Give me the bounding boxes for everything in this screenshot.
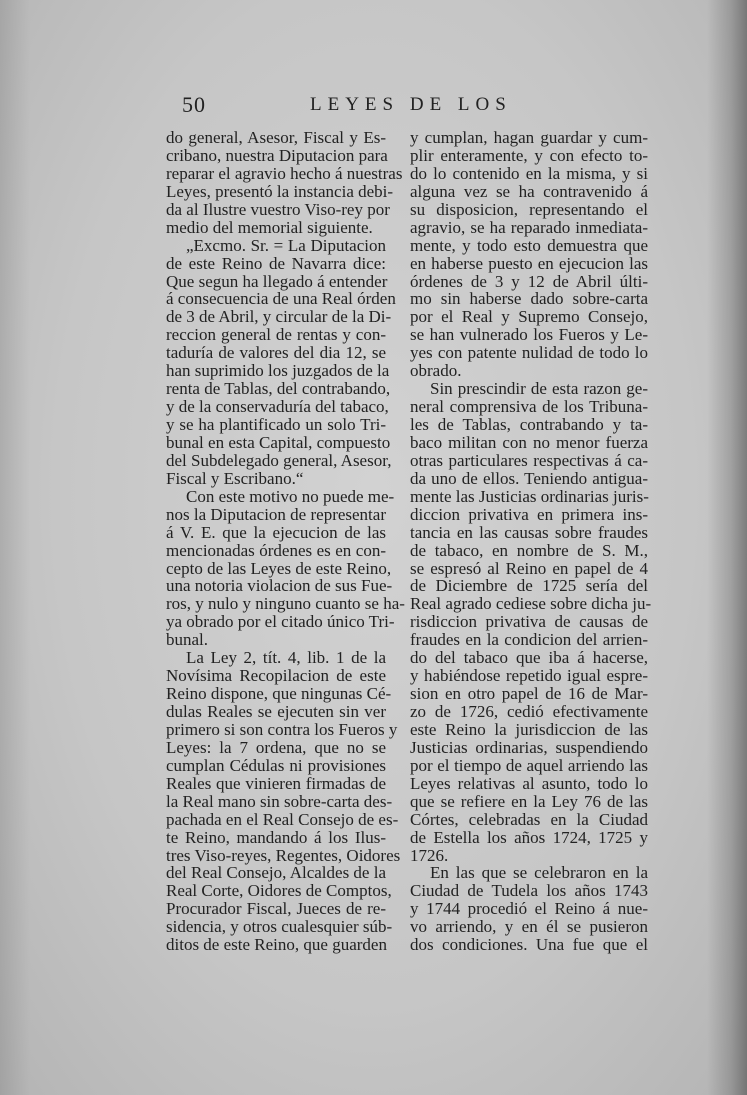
text-line: de Estella los años 1724, 1725 y	[410, 827, 648, 847]
text-line: renta de Tablas, del contrabando,	[166, 379, 391, 399]
text-line: de Diciembre de 1725 sería del	[410, 576, 648, 596]
text-line: reccion general de rentas y con-	[166, 325, 386, 345]
text-line: „Excmo. Sr. = La Diputacion	[186, 235, 386, 255]
text-line: Leyes, presentó la instancia debi-	[166, 181, 394, 201]
text-line: do del tabaco que iba á hacerse,	[410, 648, 648, 668]
text-line: de 3 de Abril, y circular de la Di-	[166, 307, 392, 327]
text-line: y cumplan, hagan guardar y cum-	[410, 128, 648, 147]
text-line: bunal en esta Capital, compuesto	[166, 432, 391, 452]
text-line: Leyes relativas al asunto, todo lo	[410, 773, 648, 793]
page-shadow-right	[707, 0, 747, 1095]
text-line: taduría de valores del dia 12, se	[166, 343, 386, 363]
page-header	[180, 92, 650, 122]
text-line: en haberse puesto en ejecucion las	[410, 253, 648, 273]
text-line: á consecuencia de una Real órden	[166, 289, 396, 309]
text-line: Ciudad de Tudela los años 1743	[410, 881, 648, 901]
text-line: ros, y nulo y ninguno cuanto se ha-	[166, 594, 405, 614]
text-line: dos condiciones. Una fue que el	[410, 935, 648, 955]
text-line: fraudes en la condicion del arrien-	[410, 630, 648, 650]
text-column-left	[166, 128, 405, 955]
text-line: bunal.	[166, 630, 209, 650]
text-line: á V. E. que la ejecucion de las	[166, 522, 386, 542]
text-line: y se ha plantificado un solo Tri-	[166, 415, 386, 434]
text-line: tres Viso-reyes, Regentes, Oidores	[166, 845, 401, 865]
text-line: da al Ilustre vuestro Viso-rey por	[166, 199, 390, 219]
text-line: otras particulares respectivas á ca-	[410, 450, 648, 470]
paragraph	[410, 864, 648, 954]
text-line: Córtes, celebradas en la Ciudad	[410, 809, 648, 829]
text-line: se espresó al Reino en papel de 4	[410, 558, 648, 578]
text-line: Leyes: la 7 ordena, que no se	[166, 737, 386, 757]
text-line: diccion privativa en primera ins-	[410, 504, 648, 524]
text-line: su disposicion, representando el	[410, 199, 648, 219]
text-line: primero si son contra los Fueros y	[166, 719, 398, 739]
text-line: vo arriendo, y en él se pusieron	[410, 917, 648, 937]
text-line: reparar el agravio hecho á nuestras	[166, 163, 403, 183]
text-line: agravio, se ha reparado inmediata-	[410, 217, 648, 237]
text-line: cepto de las Leyes de este Reino,	[166, 558, 392, 578]
text-line: Real Corte, Oidores de Comptos,	[166, 881, 392, 901]
paragraph	[166, 486, 405, 650]
text-line: Fiscal y Escribano.“	[166, 468, 304, 488]
text-line: por el tiempo de aquel arriendo las	[410, 755, 648, 775]
text-line: este Reino la jurisdiccion de las	[410, 719, 648, 739]
text-line: baco militan con no menor fuerza	[410, 432, 648, 452]
text-line: ditos de este Reino, que guarden	[166, 935, 387, 955]
text-line: obrado.	[410, 361, 462, 381]
text-line: han suprimido los juzgados de la	[166, 361, 390, 381]
text-line: mente las Justicias ordinarias juris-	[410, 486, 649, 506]
text-line: zo de 1726, cedió efectivamente	[410, 702, 648, 721]
text-line: tancia en las causas sobre fraudes	[410, 522, 648, 542]
text-line: te Reino, mandando á los Ilus-	[166, 827, 386, 847]
text-line: yes con patente nulidad de todo lo	[410, 343, 648, 363]
text-line: risdiccion privativa de causas de	[410, 612, 648, 632]
text-line: mencionadas órdenes es en con-	[166, 540, 386, 560]
text-line: Que segun ha llegado á entender	[166, 271, 388, 291]
text-line: medio del memorial siguiente.	[166, 217, 373, 237]
text-line: Con este motivo no puede me-	[186, 486, 395, 506]
text-line: la Real mano sin sobre-carta des-	[166, 791, 393, 811]
text-line: de este Reino de Navarra dice:	[166, 253, 386, 273]
text-line: por el Real y Supremo Consejo,	[410, 307, 648, 327]
text-line: neral comprensiva de los Tribuna-	[410, 397, 648, 417]
text-line: pachada en el Real Consejo de es-	[166, 809, 399, 829]
text-line: del Subdelegado general, Asesor,	[166, 450, 392, 470]
text-line: les de Tablas, contrabando y ta-	[410, 415, 648, 434]
text-column-right	[410, 128, 652, 955]
text-line: La Ley 2, tít. 4, lib. 1 de la	[186, 648, 386, 668]
text-line: y habiéndose repetido igual espre-	[410, 666, 648, 686]
text-line: sion en otro papel de 16 de Mar-	[410, 684, 648, 704]
text-line: dulas Reales se ejecuten sin ver	[166, 702, 386, 721]
page-number: 50	[182, 92, 206, 117]
text-line: Reino dispone, que ningunas Cé-	[166, 684, 392, 704]
text-line: una notoria violacion de sus Fue-	[166, 576, 393, 596]
text-line: Justicias ordinarias, suspendiendo	[410, 737, 648, 757]
text-line: mente, y todo esto demuestra que	[410, 235, 648, 255]
text-line: órdenes de 3 y 12 de Abril últi-	[410, 271, 648, 291]
paragraph	[410, 379, 652, 865]
text-line: se han vulnerado los Fueros y Le-	[410, 325, 648, 345]
text-line: ya obrado por el citado único Tri-	[166, 612, 395, 632]
text-line: do lo contenido en la misma, y si	[410, 163, 648, 183]
text-line: Real agrado cediese sobre dicha ju-	[410, 594, 652, 614]
paragraph	[166, 128, 403, 237]
running-head: LEYES DE LOS	[310, 94, 512, 115]
text-line: alguna vez se ha contravenido á	[410, 181, 648, 201]
text-line: sidencia, y otros cualesquier súb-	[166, 917, 393, 937]
text-line: Sin prescindir de esta razon ge-	[430, 379, 648, 399]
text-line: Novísima Recopilacion de este	[166, 666, 386, 686]
text-line: Reales que vinieren firmadas de	[166, 773, 386, 793]
text-line: mo sin haberse dado sobre-carta	[410, 289, 648, 309]
text-line: cribano, nuestra Diputacion para	[166, 145, 388, 165]
text-line: nos la Diputacion de representar	[166, 504, 386, 524]
text-line: da uno de ellos. Teniendo antigua-	[410, 468, 648, 488]
text-line: Procurador Fiscal, Jueces de re-	[166, 899, 386, 919]
text-line: que se refiere en la Ley 76 de las	[410, 791, 648, 811]
text-line: del Real Consejo, Alcaldes de la	[166, 863, 386, 883]
text-line: y de la conservaduría del tabaco,	[166, 397, 389, 417]
text-line: cumplan Cédulas ni provisiones	[166, 755, 386, 775]
paragraph	[410, 129, 648, 380]
text-line: En las que se celebraron en la	[430, 863, 648, 883]
paragraph	[166, 648, 401, 955]
text-line: do general, Asesor, Fiscal y Es-	[166, 128, 386, 147]
text-line: 1726.	[410, 845, 449, 865]
text-line: plir enteramente, y con efecto to-	[410, 145, 648, 165]
paragraph	[166, 235, 396, 488]
text-line: y 1744 procedió el Reino á nue-	[410, 899, 648, 919]
page-shadow-left	[0, 0, 30, 1095]
text-line: de tabaco, en nombre de S. M.,	[410, 540, 648, 560]
